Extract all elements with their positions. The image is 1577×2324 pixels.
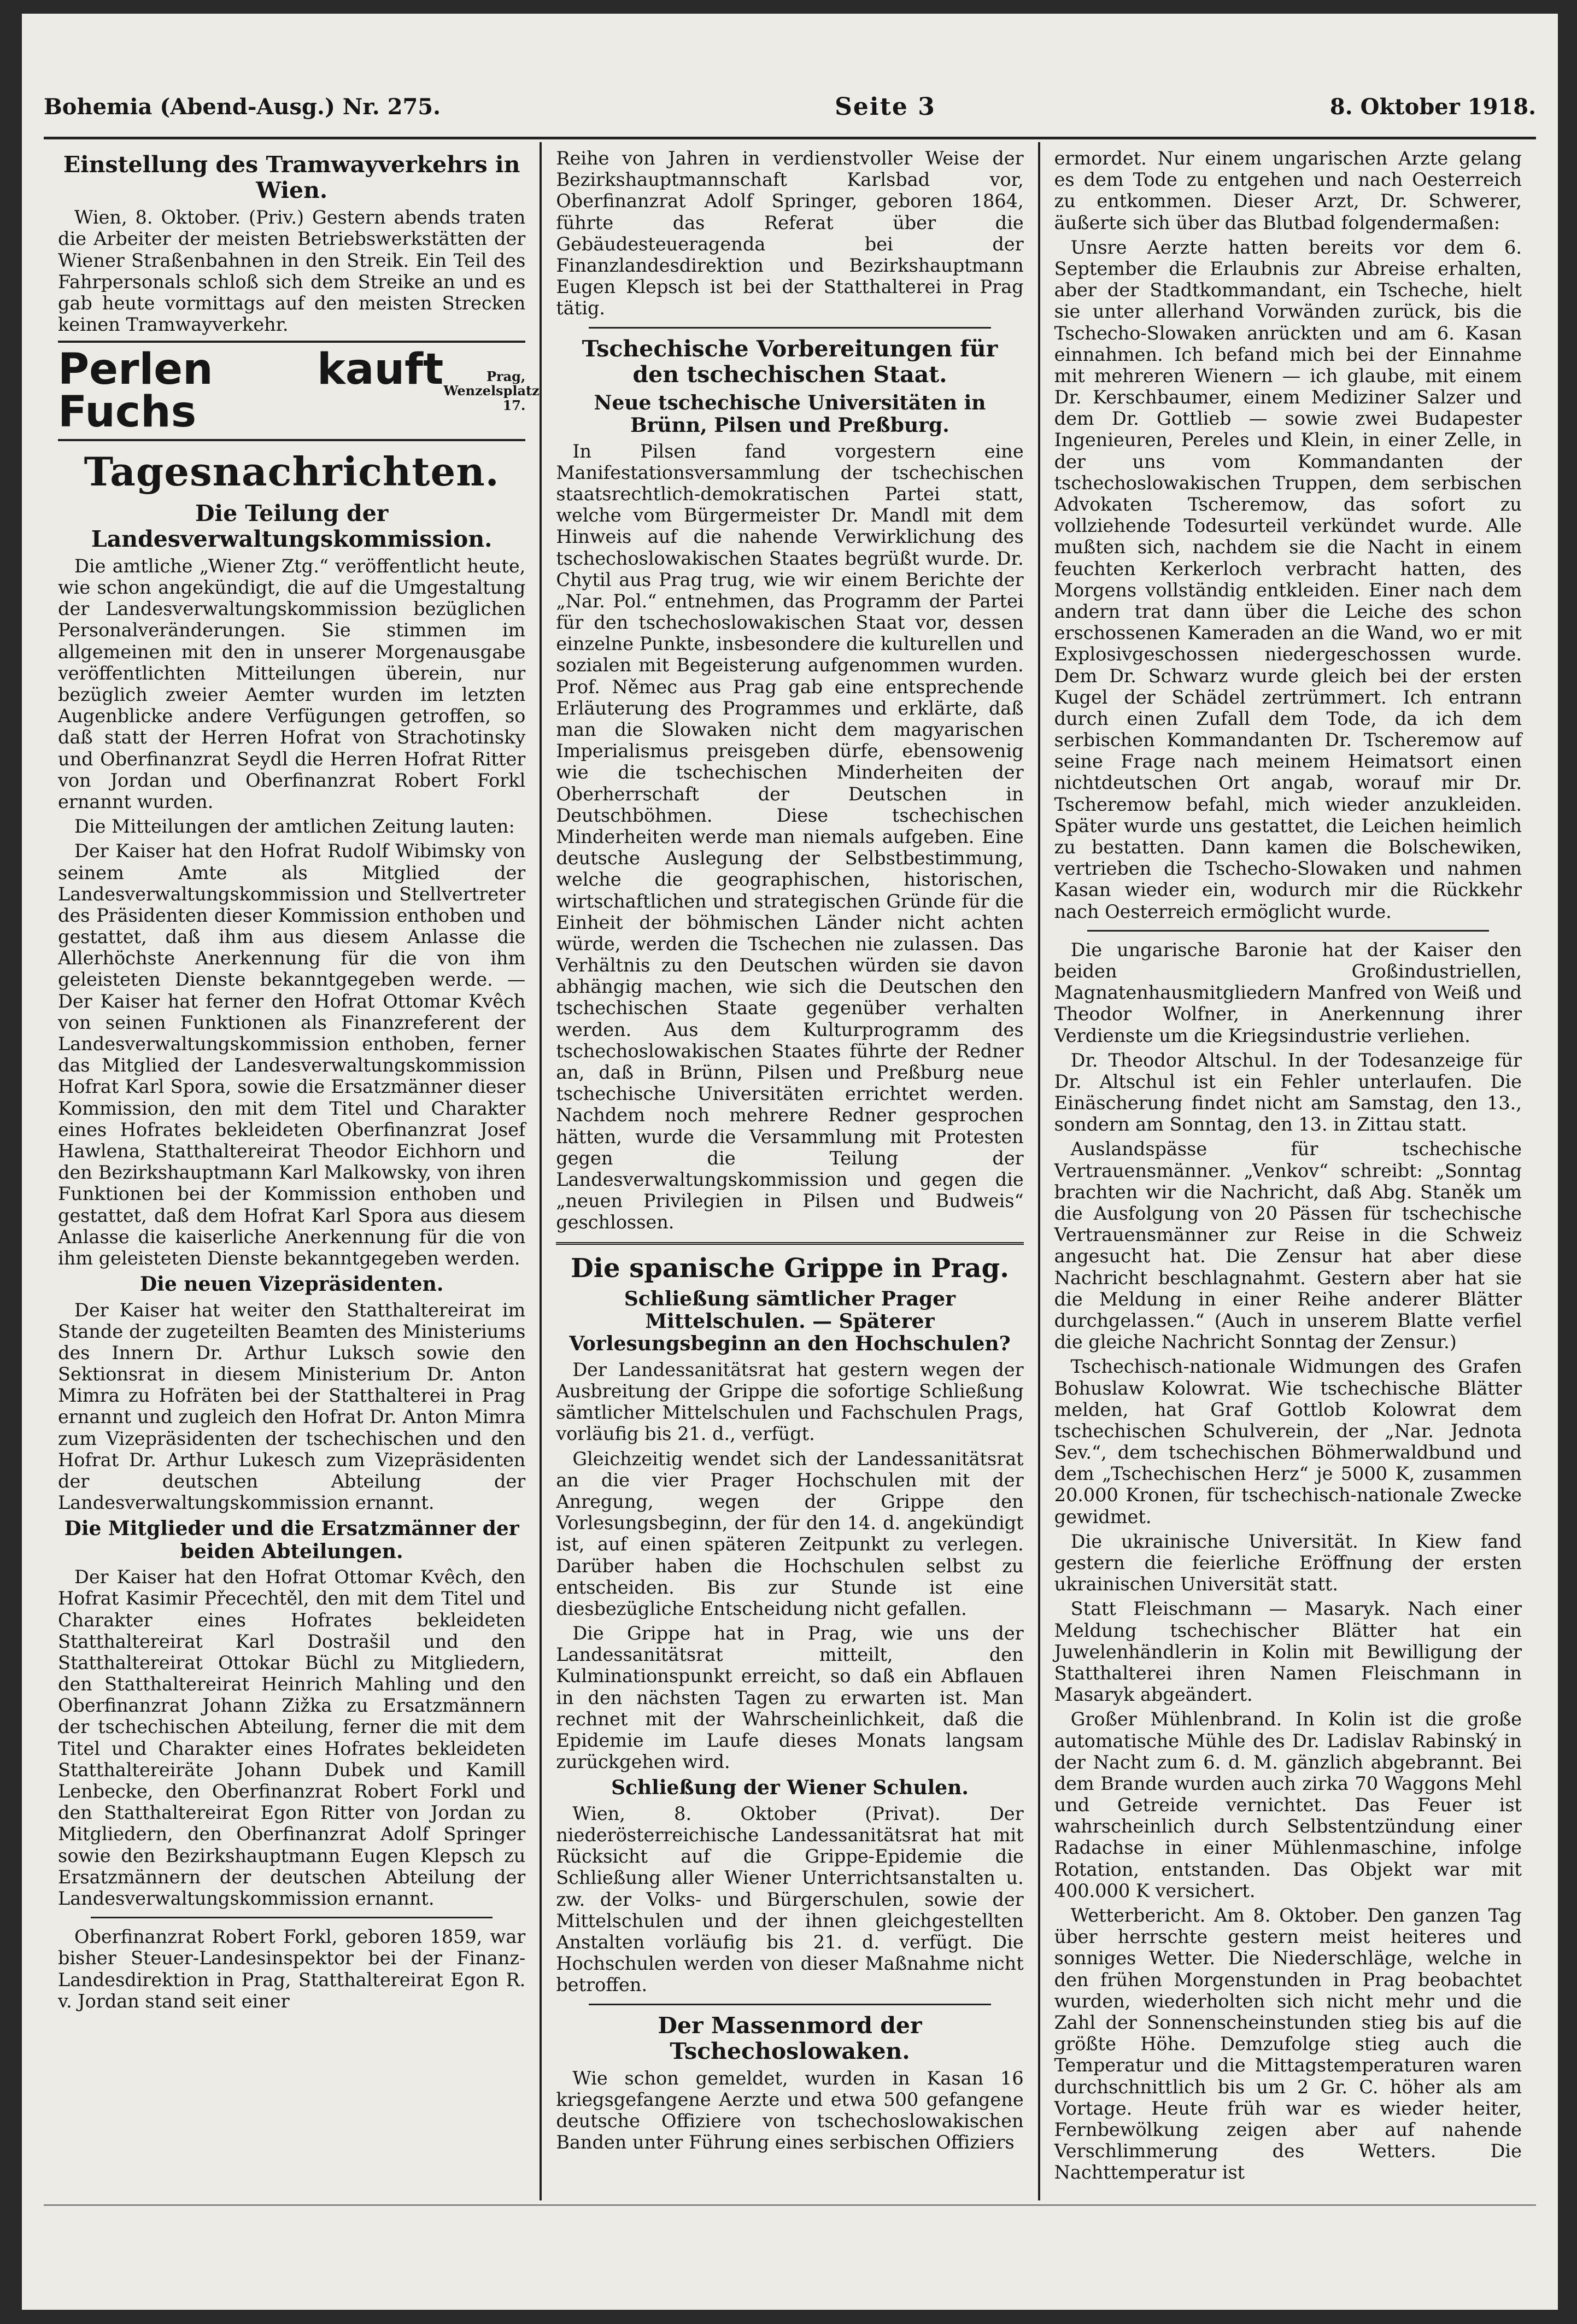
paper-issue: Bohemia (Abend-Ausg.) Nr. 275.: [44, 93, 441, 120]
subheading: Schließung der Wiener Schulen.: [611, 1776, 969, 1800]
article-heading: Die Teilung der Landesverwaltungskommission.: [91, 500, 493, 552]
article-heading: Einstellung des Tramwayverkehrs in Wien.: [63, 151, 520, 204]
article-text: Die Grippe hat in Prag, wie uns der Landessanitätsrat mitteilt, den Kulminationspunkt erreicht, so daß ein Abflauen in den nächsten Tagen zu erwarten ist. Man rechnet mit der Wahrscheinlichkeit, daß die Epidemie im Laufe dieses Monats langsam zurückgehen wird.: [556, 1623, 1024, 1773]
subheading: Die neuen Vizepräsidenten.: [139, 1273, 444, 1296]
columns: [44, 142, 1536, 2200]
advertisement: [58, 341, 540, 441]
divider: [589, 2004, 990, 2005]
article-text: Der Kaiser hat den Hofrat Rudolf Wibimsky von seinem Amte als Mitglied der Landesverwaltungskommission und Stellvertreter des Präsidenten dieser Kommission enthoben und gestattet, daß ihm aus diesem Anlasse die Allerhöchste Anerkennung für die von ihm geleisteten Dienste bekanntgegeben werde. — Der Kaiser hat ferner den Hofrat Ottomar Kvêch von seinen Funktionen als Finanzreferent der Landesverwaltungskommission enthoben, ferner das Mitglied der Landesverwaltungskommission Hofrat Karl Spora, sowie die Ersatzmänner dieser Kommission, den mit dem Titel und Charakter eines Hofrates bekleideten Oberfinanzrat Josef Hawlena, Statthaltereirat Theodor Eichhorn und den Bezirkshauptmann Karl Malkowsky, von ihren Funktionen bei der Kommission enthoben und gestattet, daß dem Hofrat Karl Spora aus diesem Anlasse die kaiserliche Anerkennung für die von ihm geleisteten Dienste bekanntgegeben werden.: [58, 840, 526, 1269]
divider: [91, 1917, 493, 1918]
news-item: Wetterbericht. Am 8. Oktober. Den ganzen Tag über herrschte gestern meist heiteres und sonniges Wetter. Die Niederschläge, welche in den frühen Morgenstunden in Prag beobachtet wurden, wiederholten sich nicht mehr und die Zahl der Sonnenscheinstunden stieg bis auf die größte Höhe. Demzufolge stieg auch die Temperatur und die Mittagstemperaturen waren durchschnittlich bis um 2 Gr. C. höher als am Vortage. Heute früh war es wieder heiter, Fernbewölkung zeigen aber auf nahende Verschlimmerung des Wetters. Die Nachttemperatur ist: [1054, 1905, 1522, 2183]
newspaper-page: [22, 14, 1558, 2310]
ad-address: Prag, Wenzelsplatz 17.: [443, 368, 540, 413]
article-text: Oberfinanzrat Robert Forkl, geboren 1859, war bisher Steuer-Landesinspektor bei der Finanz-Landesdirektion in Prag, Statthaltereirat Egon R. v. Jordan stand seit einer: [58, 1926, 526, 2012]
article-text: ermordet. Nur einem ungarischen Arzte gelang es dem Tode zu entgehen und nach Oesterreich zu entkommen. Dieser Arzt, Dr. Schwerer, äußerte sich über das Blutbad folgendermaßen:: [1054, 148, 1522, 233]
subheading: Die Mitglieder und die Ersatzmänner der beiden Abteilungen.: [64, 1517, 519, 1563]
article-text: Der Kaiser hat weiter den Statthaltereirat im Stande der zugeteilten Beamten des Ministeriums des Innern Dr. Arthur Luksch sowie den Sektionsrat in diesem Ministerium Dr. Anton Mimra zu Hofräten bei der Statthalterei in Prag ernannt und zugleich den Hofrat Dr. Anton Mimra zum Vizepräsidenten der tschechischen und den Hofrat Dr. Arthur Lukesch zum Vizepräsidenten der deutschen Abteilung der Landesverwaltungskommission ernannt.: [58, 1299, 526, 1514]
page-number: Seite 3: [835, 92, 936, 121]
news-item: Dr. Theodor Altschul. In der Todesanzeige für Dr. Altschul ist ein Fehler unterlaufen. Die Einäscherung findet nicht am Samstag, den 13., sondern am Sonntag, den 13. in Zittau statt.: [1054, 1049, 1522, 1135]
article-text: Die amtliche „Wiener Ztg.“ veröffentlicht heute, wie schon angekündigt, die auf die Umgestaltung der Landesverwaltungskommission bezüglichen Personalveränderungen. Sie stimmen im allgemeinen mit den in unserer Morgenausgabe veröffentlichten Mitteilungen überein, nur bezüglich zweier Aemter wurden im letzten Augenblicke andere Verfügungen getroffen, so daß statt der Herren Hofrat von Strachotinsky und Oberfinanzrat Seydl die Herren Hofrat Ritter von Jordan und Oberfinanzrat Robert Forkl ernannt wurden.: [58, 555, 526, 812]
divider: [1087, 930, 1489, 932]
article-text: Reihe von Jahren in verdienstvoller Weise der Bezirkshauptmannschaft Karlsbad vor, Oberfinanzrat Adolf Springer, geboren 1864, führte das Referat über die Gebäudesteueragenda bei der Finanzlandesdirektion und Bezirkshauptmann Eugen Klepsch ist bei der Statthalterei in Prag tätig.: [556, 148, 1024, 319]
news-item: Tschechisch-nationale Widmungen des Grafen Bohuslaw Kolowrat. Wie tschechische Blätter melden, hat Graf Gottlob Kolowrat dem tschechischen Schulverein, der „Nar. Jednota Sev.“, dem tschechischen Böhmerwaldbund und dem „Tschechischen Herz“ je 5000 K, zusammen 20.000 Kronen, für tschechisch-nationale Zwecke gewidmet.: [1054, 1356, 1522, 1527]
news-item: Großer Mühlenbrand. In Kolin ist die große automatische Mühle des Dr. Ladislav Rabinský in der Nacht zum 6. d. M. gänzlich abgebrannt. Bei dem Brande wurden auch zirka 70 Waggons Mehl und Getreide vernichtet. Das Feuer ist wahrscheinlich durch Selbstentzündung einer Radachse in einer Mühlenmaschine, infolge Rotation, entstanden. Das Objekt war mit 400.000 K versichert.: [1054, 1708, 1522, 1901]
article-heading: Tschechische Vorbereitungen für den tschechischen Staat.: [582, 335, 998, 388]
article-text: Wien, 8. Oktober (Privat). Der niederösterreichische Landessanitätsrat hat mit Rücksicht auf die Grippe-Epidemie die Schließung aller Wiener Unterrichtsanstalten u. zw. der Volks- und Bürgerschulen, sowie der Mittelschulen und der ihnen gleichgestellten Anstalten vorläufig bis 21. d. verfügt. Die Hochschulen werden von dieser Maßnahme nicht betroffen.: [556, 1802, 1024, 1996]
news-item: Die ungarische Baronie hat der Kaiser den beiden Großindustriellen, Magnatenhausmitgliedern Manfred von Weiß und Theodor Wolfner, in Anerkennung ihrer Verdienste um die Kriegsindustrie verliehen.: [1054, 939, 1522, 1046]
divider: [589, 327, 990, 329]
column-1: [44, 142, 540, 2200]
news-item: Die ukrainische Universität. In Kiew fand gestern die feierliche Eröffnung der ersten ukrainischen Universität statt.: [1054, 1530, 1522, 1595]
section-rubric: Tagesnachrichten.: [84, 448, 500, 495]
article-text: Wien, 8. Oktober. (Priv.) Gestern abends traten die Arbeiter der meisten Betriebswerkstätten der Wiener Straßenbahnen in den Streik. Ein Teil des Fahrpersonals schloß sich dem Streike an und es gab heute vormittags auf den meisten Strecken keinen Tramwayverkehr.: [58, 207, 526, 336]
column-3: [1038, 142, 1536, 2200]
article-heading: Der Massenmord der Tschechoslowaken.: [658, 2012, 922, 2064]
article-heading: Die spanische Grippe in Prag.: [571, 1252, 1009, 1284]
divider: [556, 1242, 1023, 1245]
page-header: [44, 77, 1536, 139]
ad-headline: Perlen kauft Fuchs: [58, 345, 444, 437]
article-text: Gleichzeitig wendet sich der Landessanitätsrat an die vier Prager Hochschulen mit der Anregung, wegen der Grippe den Vorlesungsbeginn, der für den 14. d. angekündigt ist, auf einen späteren Zeitpunkt zu verlegen. Darüber haben die Hochschulen selbst zu entscheiden. Bis zur Stunde ist eine diesbezügliche Entscheidung nicht gefallen.: [556, 1448, 1024, 1619]
news-item: Auslandspässe für tschechische Vertrauensmänner. „Venkov“ schreibt: „Sonntag brachten wir die Nachricht, daß Abg. Staněk um die Ausfolgung von 20 Pässen für tschechische Vertrauensmänner zur Reise in die Schweiz angesucht hat. Die Zensur hat aber diese Nachricht beschlagnahmt. Gestern aber hat sie die Meldung in einer Reihe anderer Blätter durchgelassen.“ (Auch in unserem Blatte verfiel die gleiche Nachricht Sonntag der Zensur.): [1054, 1138, 1522, 1353]
article-text: Wie schon gemeldet, wurden in Kasan 16 kriegsgefangene Aerzte und etwa 500 gefangene deutsche Offiziere von tschechoslowakischen Banden unter Führung eines serbischen Offiziers: [556, 2067, 1024, 2153]
article-subheading: Neue tschechische Universitäten in Brünn, Pilsen und Preßburg.: [594, 391, 986, 437]
column-2: [540, 142, 1037, 2200]
article-text: Die Mitteilungen der amtlichen Zeitung lauten:: [74, 816, 515, 838]
issue-date: 8. Oktober 1918.: [1329, 93, 1536, 120]
article-text: In Pilsen fand vorgestern eine Manifestationsversammlung der tschechischen staatsrechtlich-demokratischen Partei statt, welche vom Bürgermeister Dr. Mandl mit dem Hinweis auf die nahende Verwirklichung des tschechoslowakischen Staates begrüßt wurde. Dr. Chytil aus Prag trug, wie wir einem Berichte der „Nar. Pol.“ entnehmen, das Programm der Partei für den tschechoslowakischen Staat vor, dessen einzelne Punkte, insbesondere die kulturellen und sozialen mit Begeisterung aufgenommen wurden. Prof. Němec aus Prag gab eine entsprechende Erläuterung des Programmes und erklärte, daß man die Slowaken nicht dem magyarischen Imperialismus preisgeben dürfe, ebensowenig wie die tschechischen Minderheiten der Oberherrschaft der Deutschen in Deutschböhmen. Diese tschechischen Minderheiten werde man niemals aufgeben. Eine deutsche Auslegung der Selbstbestimmung, welche die geographischen, historischen, wirtschaftlichen und strategischen Gründe für die Einheit der böhmischen Länder nicht achten würde, werden die Tschechen nie zulassen. Das Verhältnis zu den Deutschen würden sie davon abhängig machen, wie sich die Deutschen den tschechischen Staate gegenüber verhalten werden. Aus dem Kulturprogramm des tschechoslowakischen Staates führte der Redner an, daß in Brünn, Pilsen und Preßburg neue tschechische Universitäten errichtet werden. Nachdem noch mehrere Redner gesprochen hätten, wurde die Versammlung mit Protesten gegen die Teilung der Landesverwaltungskommission und gegen die „neuen Privilegien in Pilsen und Budweis“ geschlossen.: [556, 440, 1024, 1233]
article-text: Unsre Aerzte hatten bereits vor dem 6. September die Erlaubnis zur Abreise erhalten, aber der Stadtkommandant, ein Tscheche, hielt sie unter allerhand Vorwänden zurück, bis die Tschecho-Slowaken anrückten und am 6. Kasan einnahmen. Ich befand mich bei der Einnahme mit mehreren Wienern — ich glaube, mit einem Dr. Kerschbaumer, einem Mediziner Salzer und dem Dr. Gottlieb — sowie zwei Budapester Ingenieuren, Pereles und Klein, in einer Zelle, in der uns vom Kommandanten der tschechoslowakischen Truppen, dem serbischen Advokaten Tscheremow, das sofort zu vollziehende Todesurteil verkündet wurde. Alle mußten sich, nachdem sie die Nacht in einem feuchten Kerkerloch verbracht hatten, des Morgens vollständig entkleiden. Einer nach dem andern trat dann über die Leiche des schon erschossenen Kameraden an die Wand, wo er mit Explosivgeschossen niedergeschossen wurde. Dem Dr. Schwarz wurde gleich bei der ersten Kugel der Schädel zertrümmert. Ich entrann durch einen Zufall dem Tode, da ich dem serbischen Kommandanten Dr. Tscheremow auf seine Frage nach meinem Heimatsort einen nichtdeutschen Ort angab, worauf mir Dr. Tscheremow befahl, mich wieder anzukleiden. Später wurde uns gestattet, die Leichen heimlich zu bestatten. Dann kamen die Bolschewiken, vertrieben die Tschecho-Slowaken und nahmen Kasan wieder ein, wodurch mir die Rückkehr nach Oesterreich ermöglicht wurde.: [1054, 236, 1522, 922]
article-text: Der Landessanitätsrat hat gestern wegen der Ausbreitung der Grippe die sofortige Schließung sämtlicher Mittelschulen und Fachschulen Prags, vorläufig bis 21. d., verfügt.: [556, 1359, 1024, 1445]
news-item: Statt Fleischmann — Masaryk. Nach einer Meldung tschechischer Blätter hat ein Juwelenhändlerin in Kolin mit Bewilligung der Statthalterei ihren Namen Fleischmann in Masaryk abgeändert.: [1054, 1598, 1522, 1706]
page-footer-margin: [44, 2204, 1536, 2288]
article-subheading: Schließung sämtlicher Prager Mittelschulen. — Späterer Vorlesungsbeginn an den Hochschulen?: [569, 1287, 1011, 1356]
article-text: Der Kaiser hat den Hofrat Ottomar Kvêch, den Hofrat Kasimir Přecechtěl, den mit dem Titel und Charakter eines Hofrates bekleideten Statthaltereirat Karl Dostrašil und den Statthaltereirat Ottokar Büchl zu Mitgliedern, den Statthaltereirat Heinrich Mahling und den Oberfinanzrat Johann Zižka zu Ersatzmännern der tschechischen Abteilung, ferner die mit dem Titel und Charakter eines Hofrates bekleideten Statthaltereiräte Johann Dubek und Kamill Lenbecke, den Oberfinanzrat Robert Forkl und den Statthaltereirat Egon Ritter von Jordan zu Mitgliedern, den Oberfinanzrat Adolf Springer sowie den Bezirkshauptmann Eugen Klepsch zu Ersatzmännern der deutschen Abteilung der Landesverwaltungskommission ernannt.: [58, 1566, 526, 1909]
